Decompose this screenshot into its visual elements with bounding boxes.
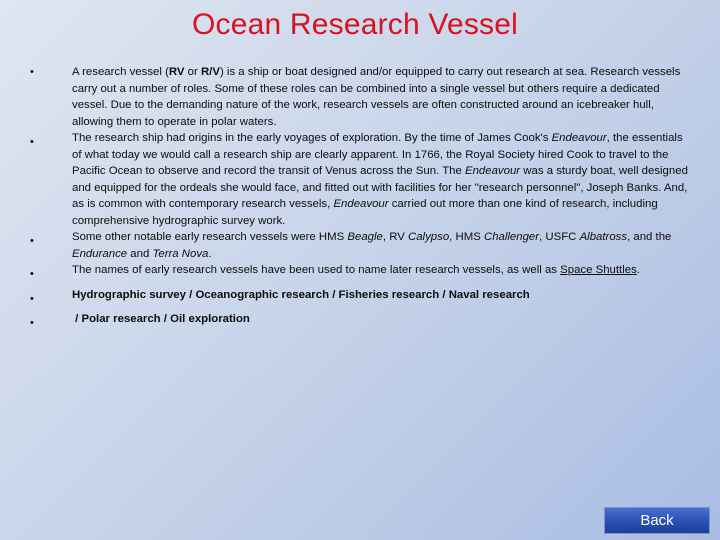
bullet-icon: • [30,235,34,247]
page-title: Ocean Research Vessel [191,8,519,41]
list-item [28,130,690,229]
list-item [28,262,690,283]
bullet-text-research-types-cont: / Polar research / Oil exploration [72,313,250,325]
list-item [28,64,690,130]
list-item [28,287,690,308]
bullet-icon: • [30,136,34,148]
bullet-icon: • [30,66,34,78]
back-button[interactable]: Back [604,507,710,534]
list-item [28,311,690,332]
bullet-text-names: The names of early research vessels have been used to name later research vessels, as well as Space Shuttles. [72,264,640,276]
bullet-icon: • [30,317,34,329]
bullet-text-definition: A research vessel (RV or R/V) is a ship or boat designed and/or equipped to carry out research at sea. Research vessels carry out a number of roles. Some of these roles can be combined into a single vessel but others require a dedicated vessel. Due to the demanding nature of the work, research vessels are often constructed around an icebreaker hull, allowing them to operate in polar waters. [72,66,681,128]
bullet-text-history: The research ship had origins in the early voyages of exploration. By the time of James Cook's Endeavour, the essentials of what today we would call a research ship are clearly apparent. In 1766, the Royal Society hired Cook to travel to the Pacific Ocean to observe and record the transit of Venus across the Sun. The Endeavour was a sturdy boat, well designed and equipped for the ordeals she would face, and fitted out with facilities for her "research personnel", Joseph Banks. And, as is common with contemporary research vessels, Endeavour carried out more than one kind of research, including comprehensive hydrographic survey work. [72,132,688,227]
bullet-icon: • [30,268,34,280]
list-item [28,229,690,262]
bullet-text-research-types: Hydrographic survey / Oceanographic research / Fisheries research / Naval research [72,288,530,301]
bullet-text-notable-vessels: Some other notable early research vessels were HMS Beagle, RV Calypso, HMS Challenger, USFC Albatross, and the Endurance and Terra Nova. [72,231,672,260]
bullet-list [28,64,690,332]
bullet-icon: • [30,292,34,305]
space-shuttles-link[interactable]: Space Shuttles [560,264,637,276]
